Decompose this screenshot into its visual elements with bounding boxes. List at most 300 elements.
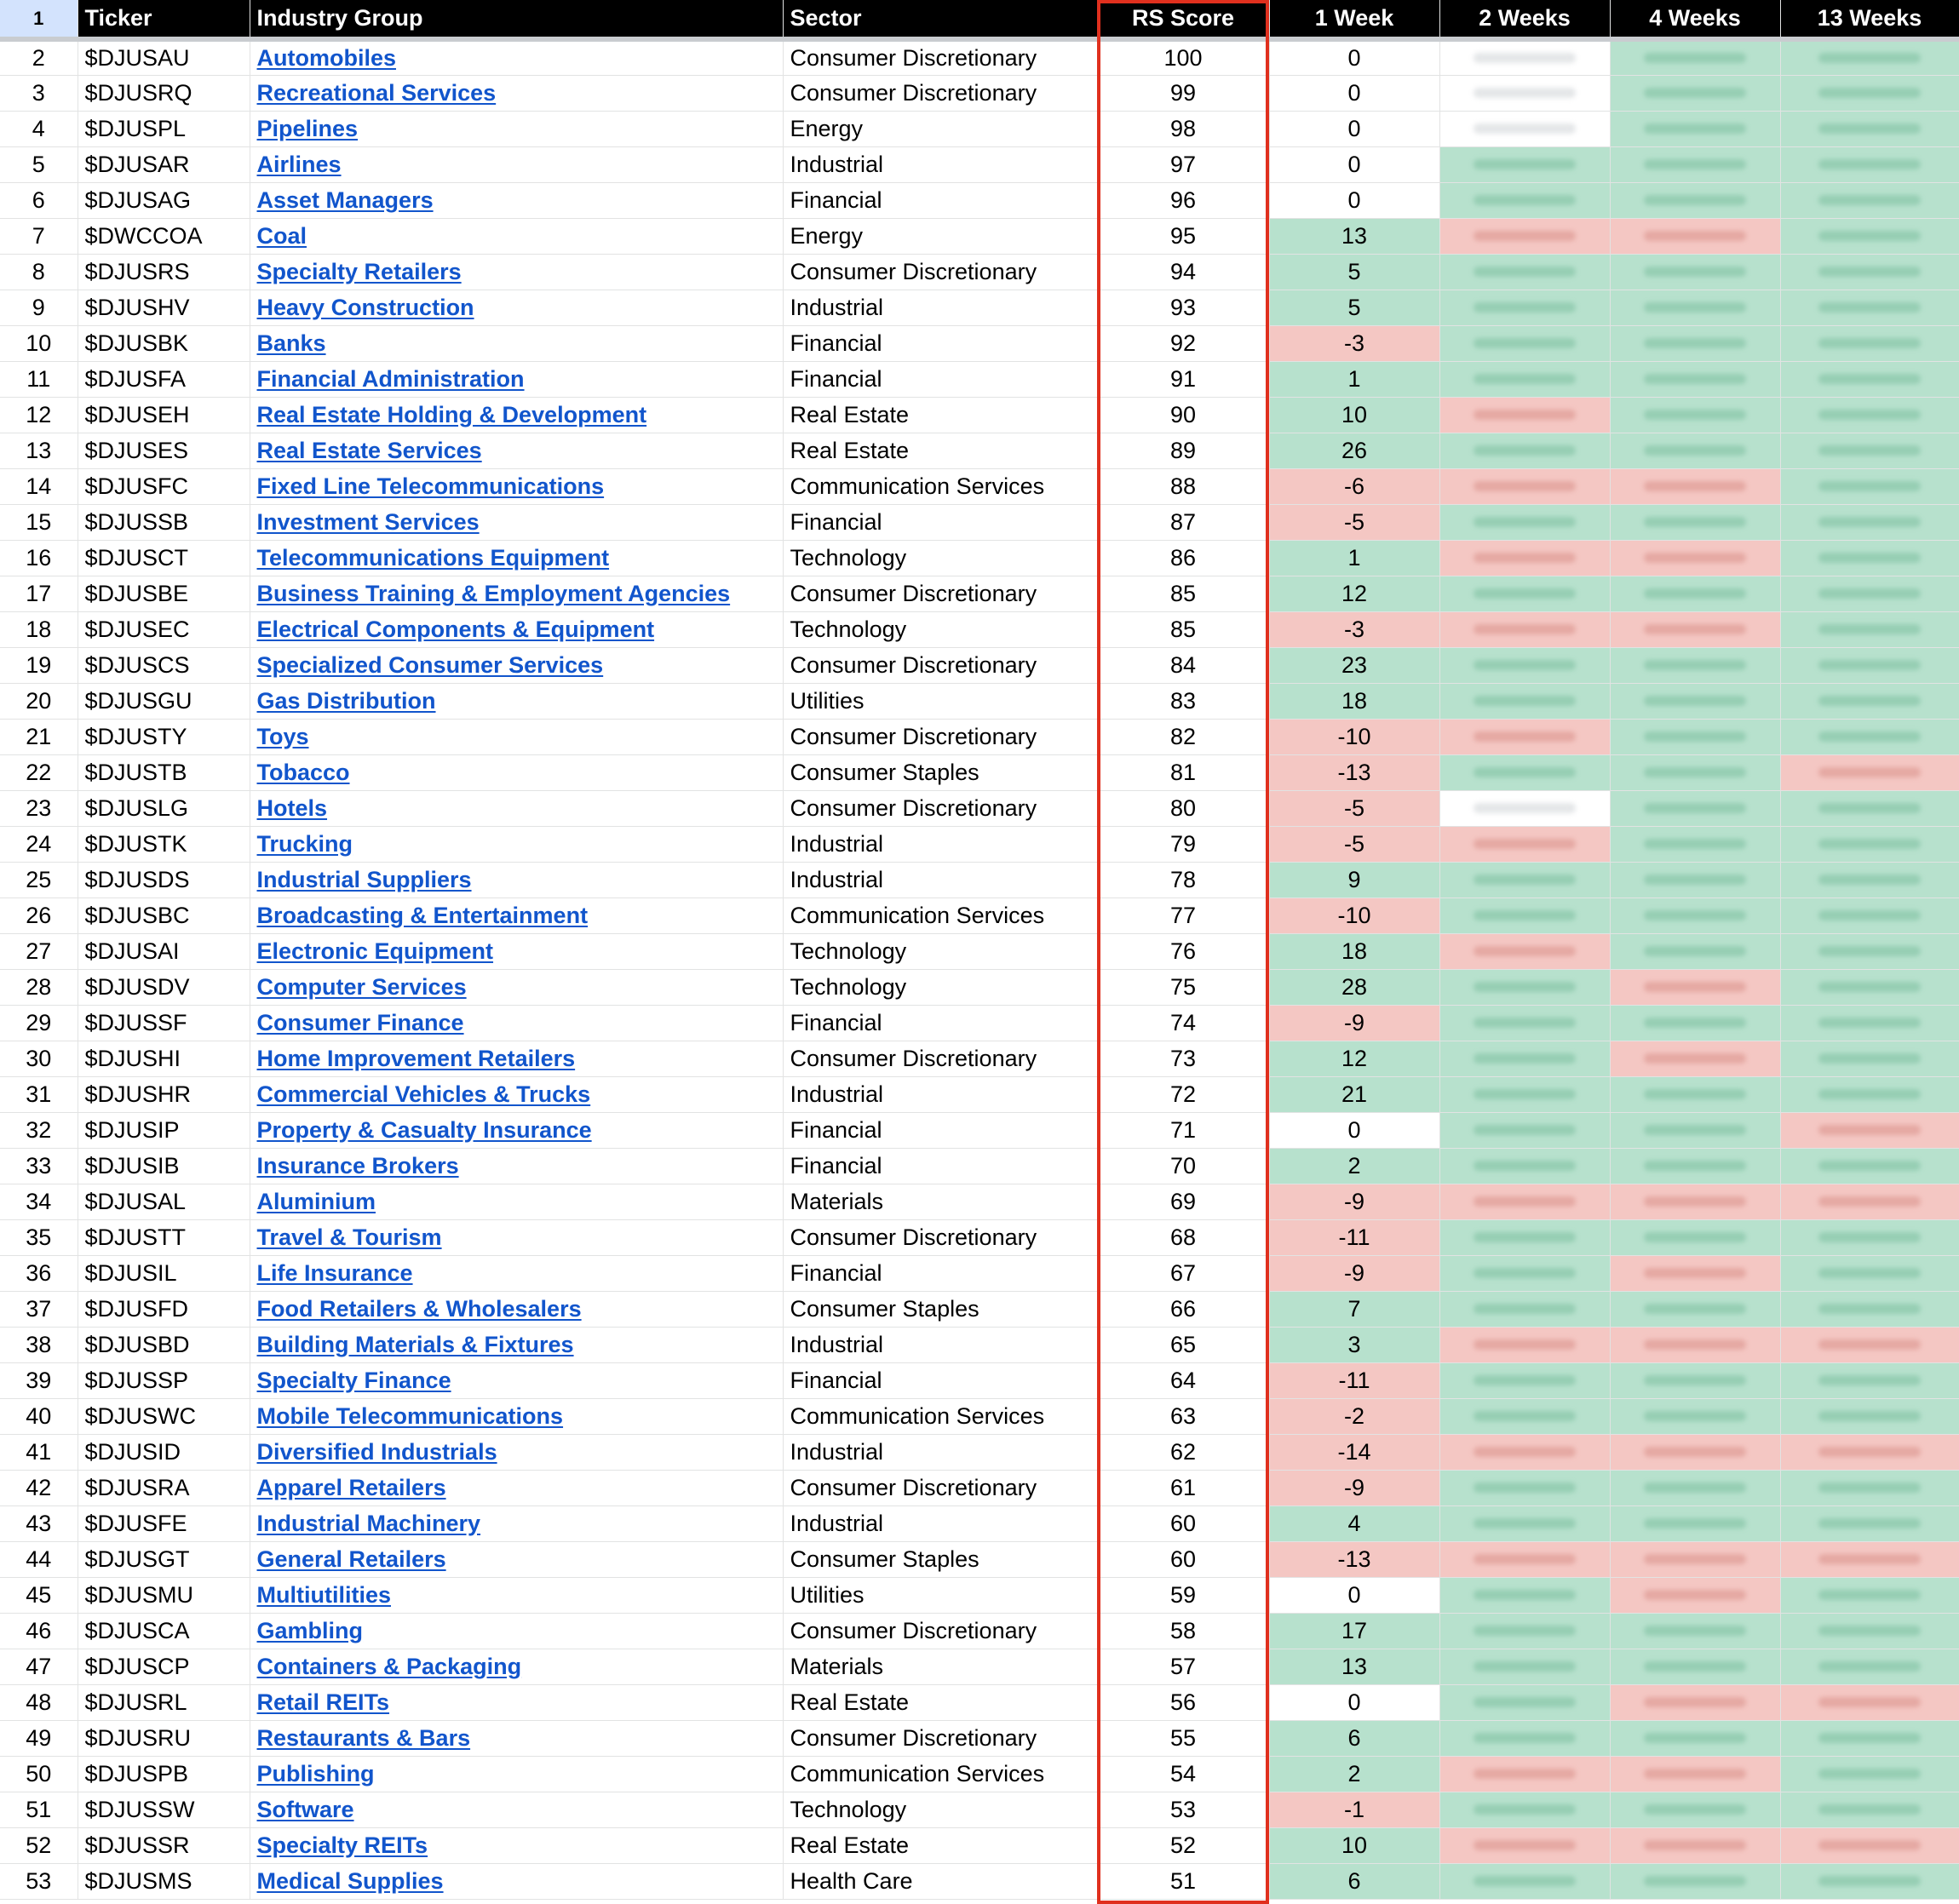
rs-score-cell[interactable]: 99: [1097, 75, 1269, 111]
week-4-change-cell-blurred[interactable]: [1610, 826, 1780, 862]
week-4-change-cell-blurred[interactable]: [1610, 1613, 1780, 1649]
week-13-change-cell-blurred[interactable]: [1780, 397, 1959, 433]
week-1-change-cell[interactable]: 13: [1269, 218, 1439, 254]
rs-score-cell[interactable]: 91: [1097, 361, 1269, 397]
sector-cell[interactable]: Financial: [783, 182, 1097, 218]
week-1-change-cell[interactable]: -9: [1269, 1184, 1439, 1219]
week-1-change-cell[interactable]: 7: [1269, 1291, 1439, 1327]
ticker-cell[interactable]: $DJUSWC: [78, 1398, 250, 1434]
week-4-change-cell-blurred[interactable]: [1610, 969, 1780, 1005]
rs-score-cell[interactable]: 66: [1097, 1291, 1269, 1327]
week-2-change-cell-blurred[interactable]: [1439, 1184, 1610, 1219]
industry-group-cell[interactable]: [250, 397, 783, 433]
industry-group-cell[interactable]: [250, 1005, 783, 1041]
industry-group-cell[interactable]: [250, 898, 783, 933]
row-number[interactable]: 35: [0, 1219, 78, 1255]
sector-cell[interactable]: Communication Services: [783, 468, 1097, 504]
industry-group-link[interactable]: Real Estate Holding & Development: [256, 401, 647, 427]
week-13-change-cell-blurred[interactable]: [1780, 826, 1959, 862]
week-4-change-cell-blurred[interactable]: [1610, 39, 1780, 75]
sector-cell[interactable]: Financial: [783, 1255, 1097, 1291]
industry-group-cell[interactable]: [250, 1863, 783, 1899]
sector-cell[interactable]: Consumer Discretionary: [783, 790, 1097, 826]
industry-group-link[interactable]: Property & Casualty Insurance: [256, 1116, 592, 1143]
ticker-cell[interactable]: $DJUSFC: [78, 468, 250, 504]
rs-score-cell[interactable]: 70: [1097, 1148, 1269, 1184]
column-header-sector[interactable]: Sector: [783, 0, 1097, 39]
rs-score-cell[interactable]: 81: [1097, 754, 1269, 790]
rs-score-cell[interactable]: 64: [1097, 1362, 1269, 1398]
industry-group-link[interactable]: Travel & Tourism: [256, 1224, 442, 1250]
ticker-cell[interactable]: $DJUSAG: [78, 182, 250, 218]
week-2-change-cell-blurred[interactable]: [1439, 1577, 1610, 1613]
industry-group-cell[interactable]: [250, 683, 783, 719]
ticker-cell[interactable]: $DJUSCT: [78, 540, 250, 576]
week-2-change-cell-blurred[interactable]: [1439, 540, 1610, 576]
week-2-change-cell-blurred[interactable]: [1439, 1720, 1610, 1756]
industry-group-link[interactable]: Fixed Line Telecommunications: [256, 473, 605, 499]
industry-group-cell[interactable]: [250, 504, 783, 540]
week-4-change-cell-blurred[interactable]: [1610, 468, 1780, 504]
week-4-change-cell-blurred[interactable]: [1610, 1720, 1780, 1756]
industry-group-link[interactable]: Multiutilities: [256, 1581, 391, 1608]
industry-group-link[interactable]: Specialty Retailers: [256, 258, 462, 284]
week-4-change-cell-blurred[interactable]: [1610, 1184, 1780, 1219]
rs-score-cell[interactable]: 100: [1097, 39, 1269, 75]
industry-group-link[interactable]: Specialty REITs: [256, 1832, 428, 1858]
week-13-change-cell-blurred[interactable]: [1780, 719, 1959, 754]
rs-score-cell[interactable]: 55: [1097, 1720, 1269, 1756]
week-2-change-cell-blurred[interactable]: [1439, 611, 1610, 647]
sector-cell[interactable]: Industrial: [783, 1434, 1097, 1470]
week-1-change-cell[interactable]: -14: [1269, 1434, 1439, 1470]
week-1-change-cell[interactable]: -9: [1269, 1255, 1439, 1291]
week-1-change-cell[interactable]: 0: [1269, 1684, 1439, 1720]
rs-score-cell[interactable]: 68: [1097, 1219, 1269, 1255]
row-number[interactable]: 51: [0, 1792, 78, 1827]
row-number[interactable]: 50: [0, 1756, 78, 1792]
industry-group-cell[interactable]: [250, 933, 783, 969]
week-13-change-cell-blurred[interactable]: [1780, 540, 1959, 576]
sector-cell[interactable]: Industrial: [783, 862, 1097, 898]
industry-group-link[interactable]: Apparel Retailers: [256, 1474, 446, 1500]
week-2-change-cell-blurred[interactable]: [1439, 1541, 1610, 1577]
industry-group-cell[interactable]: [250, 1255, 783, 1291]
rs-score-cell[interactable]: 80: [1097, 790, 1269, 826]
ticker-cell[interactable]: $DJUSCA: [78, 1613, 250, 1649]
week-1-change-cell[interactable]: 1: [1269, 540, 1439, 576]
industry-group-cell[interactable]: [250, 1327, 783, 1362]
industry-group-link[interactable]: Specialty Finance: [256, 1367, 451, 1393]
rs-score-cell[interactable]: 56: [1097, 1684, 1269, 1720]
week-1-change-cell[interactable]: 18: [1269, 933, 1439, 969]
sector-cell[interactable]: Energy: [783, 111, 1097, 146]
week-4-change-cell-blurred[interactable]: [1610, 1398, 1780, 1434]
row-number[interactable]: 32: [0, 1112, 78, 1148]
sector-cell[interactable]: Consumer Discretionary: [783, 1219, 1097, 1255]
week-13-change-cell-blurred[interactable]: [1780, 254, 1959, 290]
industry-group-link[interactable]: Tobacco: [256, 759, 350, 785]
week-13-change-cell-blurred[interactable]: [1780, 1255, 1959, 1291]
row-number[interactable]: 34: [0, 1184, 78, 1219]
week-2-change-cell-blurred[interactable]: [1439, 290, 1610, 325]
row-number[interactable]: 45: [0, 1577, 78, 1613]
ticker-cell[interactable]: $DWCCOA: [78, 218, 250, 254]
sector-cell[interactable]: Communication Services: [783, 898, 1097, 933]
week-1-change-cell[interactable]: 4: [1269, 1505, 1439, 1541]
rs-score-cell[interactable]: 69: [1097, 1184, 1269, 1219]
industry-group-link[interactable]: Computer Services: [256, 973, 467, 1000]
week-4-change-cell-blurred[interactable]: [1610, 111, 1780, 146]
week-2-change-cell-blurred[interactable]: [1439, 468, 1610, 504]
industry-group-cell[interactable]: [250, 39, 783, 75]
industry-group-link[interactable]: Containers & Packaging: [256, 1653, 522, 1679]
industry-group-cell[interactable]: [250, 1041, 783, 1076]
ticker-cell[interactable]: $DJUSRS: [78, 254, 250, 290]
week-13-change-cell-blurred[interactable]: [1780, 1541, 1959, 1577]
week-4-change-cell-blurred[interactable]: [1610, 1327, 1780, 1362]
industry-group-link[interactable]: Asset Managers: [256, 186, 434, 213]
week-1-change-cell[interactable]: 10: [1269, 1827, 1439, 1863]
week-1-change-cell[interactable]: -13: [1269, 1541, 1439, 1577]
week-13-change-cell-blurred[interactable]: [1780, 504, 1959, 540]
ticker-cell[interactable]: $DJUSIP: [78, 1112, 250, 1148]
week-4-change-cell-blurred[interactable]: [1610, 433, 1780, 468]
week-4-change-cell-blurred[interactable]: [1610, 1041, 1780, 1076]
week-13-change-cell-blurred[interactable]: [1780, 933, 1959, 969]
sector-cell[interactable]: Communication Services: [783, 1398, 1097, 1434]
row-number[interactable]: 36: [0, 1255, 78, 1291]
week-13-change-cell-blurred[interactable]: [1780, 325, 1959, 361]
week-1-change-cell[interactable]: 6: [1269, 1863, 1439, 1899]
week-13-change-cell-blurred[interactable]: [1780, 1863, 1959, 1899]
ticker-cell[interactable]: $DJUSEH: [78, 397, 250, 433]
week-4-change-cell-blurred[interactable]: [1610, 1005, 1780, 1041]
rs-score-cell[interactable]: 65: [1097, 1327, 1269, 1362]
rs-score-cell[interactable]: 67: [1097, 1255, 1269, 1291]
week-4-change-cell-blurred[interactable]: [1610, 1076, 1780, 1112]
ticker-cell[interactable]: $DJUSAU: [78, 39, 250, 75]
sector-cell[interactable]: Financial: [783, 504, 1097, 540]
ticker-cell[interactable]: $DJUSCP: [78, 1649, 250, 1684]
week-13-change-cell-blurred[interactable]: [1780, 754, 1959, 790]
week-4-change-cell-blurred[interactable]: [1610, 1362, 1780, 1398]
industry-group-cell[interactable]: [250, 611, 783, 647]
ticker-cell[interactable]: $DJUSTB: [78, 754, 250, 790]
week-13-change-cell-blurred[interactable]: [1780, 1470, 1959, 1505]
row-number[interactable]: 44: [0, 1541, 78, 1577]
rs-score-cell[interactable]: 98: [1097, 111, 1269, 146]
week-2-change-cell-blurred[interactable]: [1439, 1684, 1610, 1720]
sector-cell[interactable]: Industrial: [783, 290, 1097, 325]
week-2-change-cell-blurred[interactable]: [1439, 1112, 1610, 1148]
rs-score-cell[interactable]: 71: [1097, 1112, 1269, 1148]
week-4-change-cell-blurred[interactable]: [1610, 1291, 1780, 1327]
week-2-change-cell-blurred[interactable]: [1439, 182, 1610, 218]
ticker-cell[interactable]: $DJUSSF: [78, 1005, 250, 1041]
week-4-change-cell-blurred[interactable]: [1610, 1863, 1780, 1899]
week-13-change-cell-blurred[interactable]: [1780, 1362, 1959, 1398]
rs-score-cell[interactable]: 76: [1097, 933, 1269, 969]
week-2-change-cell-blurred[interactable]: [1439, 1327, 1610, 1362]
row-number[interactable]: 7: [0, 218, 78, 254]
ticker-cell[interactable]: $DJUSRU: [78, 1720, 250, 1756]
week-2-change-cell-blurred[interactable]: [1439, 862, 1610, 898]
rs-score-cell[interactable]: 60: [1097, 1541, 1269, 1577]
sector-cell[interactable]: Health Care: [783, 1863, 1097, 1899]
sector-cell[interactable]: Consumer Staples: [783, 1541, 1097, 1577]
ticker-cell[interactable]: $DJUSDV: [78, 969, 250, 1005]
week-2-change-cell-blurred[interactable]: [1439, 969, 1610, 1005]
week-13-change-cell-blurred[interactable]: [1780, 39, 1959, 75]
rs-score-cell[interactable]: 85: [1097, 576, 1269, 611]
week-4-change-cell-blurred[interactable]: [1610, 1219, 1780, 1255]
week-2-change-cell-blurred[interactable]: [1439, 1005, 1610, 1041]
week-2-change-cell-blurred[interactable]: [1439, 1219, 1610, 1255]
industry-group-link[interactable]: Heavy Construction: [256, 294, 474, 320]
industry-group-link[interactable]: Specialized Consumer Services: [256, 651, 604, 678]
week-1-change-cell[interactable]: -9: [1269, 1470, 1439, 1505]
rs-score-cell[interactable]: 93: [1097, 290, 1269, 325]
industry-group-link[interactable]: Toys: [256, 723, 309, 749]
week-13-change-cell-blurred[interactable]: [1780, 969, 1959, 1005]
rs-score-cell[interactable]: 87: [1097, 504, 1269, 540]
ticker-cell[interactable]: $DJUSFE: [78, 1505, 250, 1541]
rs-score-cell[interactable]: 51: [1097, 1863, 1269, 1899]
week-4-change-cell-blurred[interactable]: [1610, 361, 1780, 397]
week-13-change-cell-blurred[interactable]: [1780, 1327, 1959, 1362]
industry-group-cell[interactable]: [250, 325, 783, 361]
week-13-change-cell-blurred[interactable]: [1780, 1720, 1959, 1756]
week-1-change-cell[interactable]: 12: [1269, 1041, 1439, 1076]
row-number[interactable]: 30: [0, 1041, 78, 1076]
industry-group-cell[interactable]: [250, 1219, 783, 1255]
industry-group-cell[interactable]: [250, 647, 783, 683]
row-number[interactable]: 41: [0, 1434, 78, 1470]
row-number[interactable]: 40: [0, 1398, 78, 1434]
industry-group-link[interactable]: Building Materials & Fixtures: [256, 1331, 574, 1357]
week-2-change-cell-blurred[interactable]: [1439, 218, 1610, 254]
industry-group-cell[interactable]: [250, 290, 783, 325]
week-2-change-cell-blurred[interactable]: [1439, 433, 1610, 468]
industry-group-link[interactable]: Retail REITs: [256, 1689, 390, 1715]
rs-score-cell[interactable]: 78: [1097, 862, 1269, 898]
week-2-change-cell-blurred[interactable]: [1439, 111, 1610, 146]
row-number[interactable]: 49: [0, 1720, 78, 1756]
column-header-rs-score[interactable]: RS Score: [1097, 0, 1269, 39]
row-number[interactable]: 4: [0, 111, 78, 146]
week-2-change-cell-blurred[interactable]: [1439, 1434, 1610, 1470]
row-number[interactable]: 28: [0, 969, 78, 1005]
row-number[interactable]: 25: [0, 862, 78, 898]
week-1-change-cell[interactable]: 5: [1269, 290, 1439, 325]
row-number[interactable]: 8: [0, 254, 78, 290]
industry-group-link[interactable]: Coal: [256, 222, 307, 249]
week-13-change-cell-blurred[interactable]: [1780, 468, 1959, 504]
sector-cell[interactable]: Technology: [783, 1792, 1097, 1827]
week-4-change-cell-blurred[interactable]: [1610, 325, 1780, 361]
week-2-change-cell-blurred[interactable]: [1439, 1291, 1610, 1327]
row-number[interactable]: 16: [0, 540, 78, 576]
sector-cell[interactable]: Financial: [783, 361, 1097, 397]
rs-score-cell[interactable]: 61: [1097, 1470, 1269, 1505]
rs-score-cell[interactable]: 57: [1097, 1649, 1269, 1684]
sector-cell[interactable]: Financial: [783, 1112, 1097, 1148]
rs-score-cell[interactable]: 73: [1097, 1041, 1269, 1076]
week-13-change-cell-blurred[interactable]: [1780, 146, 1959, 182]
week-4-change-cell-blurred[interactable]: [1610, 683, 1780, 719]
ticker-cell[interactable]: $DJUSHR: [78, 1076, 250, 1112]
week-4-change-cell-blurred[interactable]: [1610, 146, 1780, 182]
column-header-1-week[interactable]: 1 Week: [1269, 0, 1439, 39]
ticker-cell[interactable]: $DJUSBC: [78, 898, 250, 933]
sector-cell[interactable]: Real Estate: [783, 397, 1097, 433]
week-1-change-cell[interactable]: -5: [1269, 826, 1439, 862]
row-number[interactable]: 37: [0, 1291, 78, 1327]
industry-group-link[interactable]: Consumer Finance: [256, 1009, 464, 1035]
sector-cell[interactable]: Consumer Discretionary: [783, 254, 1097, 290]
sector-cell[interactable]: Financial: [783, 1005, 1097, 1041]
ticker-cell[interactable]: $DJUSEC: [78, 611, 250, 647]
ticker-cell[interactable]: $DJUSTK: [78, 826, 250, 862]
industry-group-cell[interactable]: [250, 433, 783, 468]
week-13-change-cell-blurred[interactable]: [1780, 1291, 1959, 1327]
ticker-cell[interactable]: $DJUSTT: [78, 1219, 250, 1255]
column-header-2-weeks[interactable]: 2 Weeks: [1439, 0, 1610, 39]
week-1-change-cell[interactable]: -13: [1269, 754, 1439, 790]
week-4-change-cell-blurred[interactable]: [1610, 1112, 1780, 1148]
industry-group-cell[interactable]: [250, 1827, 783, 1863]
rs-score-cell[interactable]: 74: [1097, 1005, 1269, 1041]
ticker-cell[interactable]: $DJUSDS: [78, 862, 250, 898]
week-2-change-cell-blurred[interactable]: [1439, 1148, 1610, 1184]
industry-group-link[interactable]: Home Improvement Retailers: [256, 1045, 576, 1071]
week-1-change-cell[interactable]: 9: [1269, 862, 1439, 898]
week-1-change-cell[interactable]: -10: [1269, 719, 1439, 754]
week-2-change-cell-blurred[interactable]: [1439, 1863, 1610, 1899]
rs-score-cell[interactable]: 79: [1097, 826, 1269, 862]
week-2-change-cell-blurred[interactable]: [1439, 75, 1610, 111]
week-2-change-cell-blurred[interactable]: [1439, 754, 1610, 790]
week-4-change-cell-blurred[interactable]: [1610, 898, 1780, 933]
week-1-change-cell[interactable]: -5: [1269, 790, 1439, 826]
week-2-change-cell-blurred[interactable]: [1439, 1827, 1610, 1863]
week-1-change-cell[interactable]: 0: [1269, 111, 1439, 146]
ticker-cell[interactable]: $DJUSAR: [78, 146, 250, 182]
week-13-change-cell-blurred[interactable]: [1780, 1148, 1959, 1184]
industry-group-link[interactable]: Gambling: [256, 1617, 364, 1643]
row-number[interactable]: 47: [0, 1649, 78, 1684]
column-header-13-weeks[interactable]: 13 Weeks: [1780, 0, 1959, 39]
row-header-1[interactable]: 1: [0, 0, 78, 39]
row-number[interactable]: 21: [0, 719, 78, 754]
week-2-change-cell-blurred[interactable]: [1439, 504, 1610, 540]
ticker-cell[interactable]: $DJUSIB: [78, 1148, 250, 1184]
week-4-change-cell-blurred[interactable]: [1610, 611, 1780, 647]
industry-group-link[interactable]: Electronic Equipment: [256, 938, 494, 964]
week-13-change-cell-blurred[interactable]: [1780, 1505, 1959, 1541]
ticker-cell[interactable]: $DJUSSB: [78, 504, 250, 540]
industry-group-cell[interactable]: [250, 1720, 783, 1756]
row-number[interactable]: 13: [0, 433, 78, 468]
week-2-change-cell-blurred[interactable]: [1439, 647, 1610, 683]
row-number[interactable]: 10: [0, 325, 78, 361]
week-13-change-cell-blurred[interactable]: [1780, 1398, 1959, 1434]
column-header-ticker[interactable]: Ticker: [78, 0, 250, 39]
sector-cell[interactable]: Consumer Staples: [783, 754, 1097, 790]
week-4-change-cell-blurred[interactable]: [1610, 1470, 1780, 1505]
rs-score-cell[interactable]: 62: [1097, 1434, 1269, 1470]
industry-group-cell[interactable]: [250, 719, 783, 754]
week-1-change-cell[interactable]: -11: [1269, 1219, 1439, 1255]
sector-cell[interactable]: Consumer Discretionary: [783, 1470, 1097, 1505]
week-13-change-cell-blurred[interactable]: [1780, 361, 1959, 397]
week-4-change-cell-blurred[interactable]: [1610, 647, 1780, 683]
week-13-change-cell-blurred[interactable]: [1780, 433, 1959, 468]
week-4-change-cell-blurred[interactable]: [1610, 933, 1780, 969]
sector-cell[interactable]: Technology: [783, 933, 1097, 969]
week-2-change-cell-blurred[interactable]: [1439, 1792, 1610, 1827]
column-header-industry-group[interactable]: Industry Group: [250, 0, 783, 39]
rs-score-cell[interactable]: 60: [1097, 1505, 1269, 1541]
rs-score-cell[interactable]: 84: [1097, 647, 1269, 683]
week-2-change-cell-blurred[interactable]: [1439, 146, 1610, 182]
sector-cell[interactable]: Industrial: [783, 146, 1097, 182]
ticker-cell[interactable]: $DJUSRQ: [78, 75, 250, 111]
week-13-change-cell-blurred[interactable]: [1780, 647, 1959, 683]
ticker-cell[interactable]: $DJUSHV: [78, 290, 250, 325]
week-1-change-cell[interactable]: 21: [1269, 1076, 1439, 1112]
industry-group-link[interactable]: Telecommunications Equipment: [256, 544, 610, 571]
industry-group-link[interactable]: Recreational Services: [256, 79, 497, 106]
ticker-cell[interactable]: $DJUSMS: [78, 1863, 250, 1899]
week-2-change-cell-blurred[interactable]: [1439, 1041, 1610, 1076]
industry-group-cell[interactable]: [250, 969, 783, 1005]
industry-group-cell[interactable]: [250, 1505, 783, 1541]
week-1-change-cell[interactable]: 0: [1269, 146, 1439, 182]
week-4-change-cell-blurred[interactable]: [1610, 1827, 1780, 1863]
rs-score-cell[interactable]: 53: [1097, 1792, 1269, 1827]
week-13-change-cell-blurred[interactable]: [1780, 75, 1959, 111]
industry-group-link[interactable]: Investment Services: [256, 508, 480, 535]
week-13-change-cell-blurred[interactable]: [1780, 218, 1959, 254]
sector-cell[interactable]: Financial: [783, 325, 1097, 361]
ticker-cell[interactable]: $DJUSSR: [78, 1827, 250, 1863]
sector-cell[interactable]: Utilities: [783, 1577, 1097, 1613]
sector-cell[interactable]: Consumer Discretionary: [783, 1041, 1097, 1076]
ticker-cell[interactable]: $DJUSGU: [78, 683, 250, 719]
week-1-change-cell[interactable]: -9: [1269, 1005, 1439, 1041]
industry-group-cell[interactable]: [250, 254, 783, 290]
week-13-change-cell-blurred[interactable]: [1780, 1649, 1959, 1684]
industry-group-cell[interactable]: [250, 862, 783, 898]
sector-cell[interactable]: Consumer Discretionary: [783, 719, 1097, 754]
ticker-cell[interactable]: $DJUSID: [78, 1434, 250, 1470]
rs-score-cell[interactable]: 97: [1097, 146, 1269, 182]
week-1-change-cell[interactable]: 2: [1269, 1148, 1439, 1184]
week-2-change-cell-blurred[interactable]: [1439, 39, 1610, 75]
row-number[interactable]: 26: [0, 898, 78, 933]
week-1-change-cell[interactable]: -11: [1269, 1362, 1439, 1398]
row-number[interactable]: 9: [0, 290, 78, 325]
rs-score-cell[interactable]: 96: [1097, 182, 1269, 218]
sector-cell[interactable]: Real Estate: [783, 1827, 1097, 1863]
week-13-change-cell-blurred[interactable]: [1780, 1684, 1959, 1720]
sector-cell[interactable]: Industrial: [783, 826, 1097, 862]
ticker-cell[interactable]: $DJUSSP: [78, 1362, 250, 1398]
industry-group-link[interactable]: Restaurants & Bars: [256, 1724, 471, 1751]
week-4-change-cell-blurred[interactable]: [1610, 290, 1780, 325]
